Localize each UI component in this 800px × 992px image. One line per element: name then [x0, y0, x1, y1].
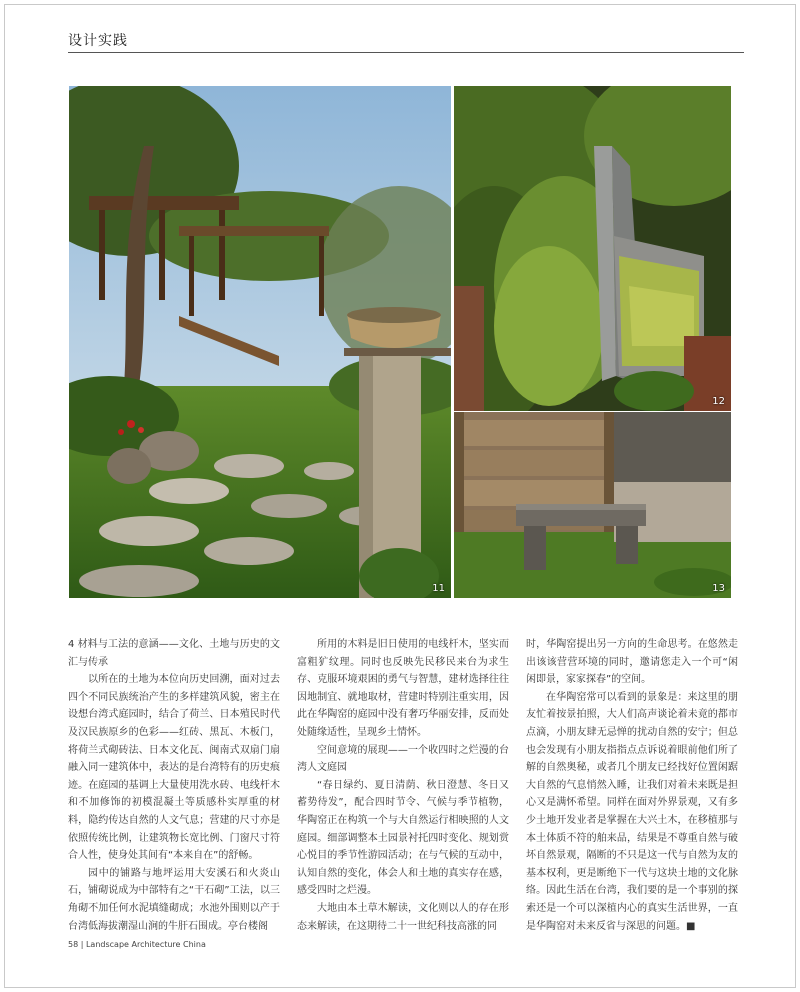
roof-moss-photo [454, 86, 731, 411]
paragraph: 以所在的土地为本位向历史回溯，面对过去四个不同民族统治产生的多样建筑风貌，密主在设想台湾式庭园时，结合了荷兰、日本殖民时代及汉民族原乡的色彩——红砖、黑瓦、木板门，将荷兰式砌砖法、日本文化瓦、闽南式双扇门扇融入同一建筑体中，表达的是台湾特有的历史痕迹。在庭园的基调上大量使用洗水砖、电线杆木和不加修饰的初模混凝土等质感朴实厚重的材料，隐约传达自然的人文气息；营建的尺寸亦是依照传统比例，让建筑物长宽比例、门窗尺寸符合人性，使身处其间有“本来自在”的舒畅。 [68, 674, 280, 862]
paragraph: 时，华陶窑提出另一方向的生命思考。在悠然走出该该营营环境的同时，邀请您走入一个可“闲闲即景，家家探春”的空间。 [526, 639, 738, 686]
paragraph: 大地由本土草木解读，文化则以人的存在形态来解读，在这期待二十一世纪科技高涨的同 [297, 902, 509, 932]
article-body [68, 636, 744, 932]
section-title: 设计实践 [68, 33, 128, 49]
garden-photo-main [69, 86, 451, 598]
article-column-2 [297, 636, 509, 935]
photo-number-bottom-right: 13 [712, 583, 725, 594]
stone-bench-photo [454, 412, 731, 598]
paragraph: 在华陶窑常可以看到的景象是：来这里的朋友忙着按景拍照，大人们高声谈论着未竟的都市点滴，小朋友肆无忌惮的扰动自然的安宁；但总也会发现有小朋友指指点点诉说着眼前他们所了解的自然奥秘，或者几个朋友已经找好位置闲踞大自然的气息悄然入睡，让我们对着未来既是担心又是满怀希望。同样在面对外界景观，又有多少土地开发业者是掌握在大兴土木，在移植那与本土体质不符的舶来品，结果是不尊重自然与破坏自然景观，隔断的不只是这一代与自然为友的基本权利，更是断绝下一代与这块土地的文化脉络。因此生活在台湾，我们要的是一个事别的探索还是一个可以深植内心的真实生活世界，一直是华陶窑对未来反省与深思的问题。■ [526, 691, 738, 932]
paragraph: “春日绿约、夏日清荫、秋日澄慧、冬日又蓄势待发”，配合四时节令、气候与季节植物，华陶窑正在构筑一个与大自然运行相映照的人文庭园。细部调整本土园景衬托四时变化、规划赏心悦目的季节性游园活动；在与气候的互动中，认知自然的变化，体会人和土地的真实存在感，感受四时之烂漫。 [297, 779, 509, 897]
photo-number-main: 11 [432, 583, 445, 594]
page-footer: 58 | Landscape Architecture China [68, 940, 206, 949]
paragraph: 所用的木料是旧日使用的电线杆木，坚实而富粗犷纹理。同时也反映先民移民来台为求生存、克服环境艰困的勇气与智慧，建材选择往往因地制宜、就地取材，营建时特别注重实用，因此在华陶窑的庭园中没有奢巧华丽安排，反而处处随缘适性，呈现乡土情怀。 [297, 639, 509, 738]
photo-number-top-right: 12 [712, 396, 725, 407]
article-column-1 [68, 636, 280, 935]
subheading-materials: 4 材料与工法的意涵——文化、土地与历史的文汇与传承 [68, 639, 280, 668]
subheading-space: 空间意境的展现——一个收四时之烂漫的台湾人文庭园 [297, 744, 509, 774]
article-column-3 [526, 636, 738, 935]
paragraph: 园中的铺路与地坪运用大安溪石和火炎山石，铺砌说成为中部特有之“干石砌”工法，以三角砌不加任何水泥填缝砌成；水池外围则以产于台湾低海拔潮湿山涧的牛肝石围成。亭台楼阁 [68, 867, 280, 932]
header-rule [68, 52, 744, 53]
